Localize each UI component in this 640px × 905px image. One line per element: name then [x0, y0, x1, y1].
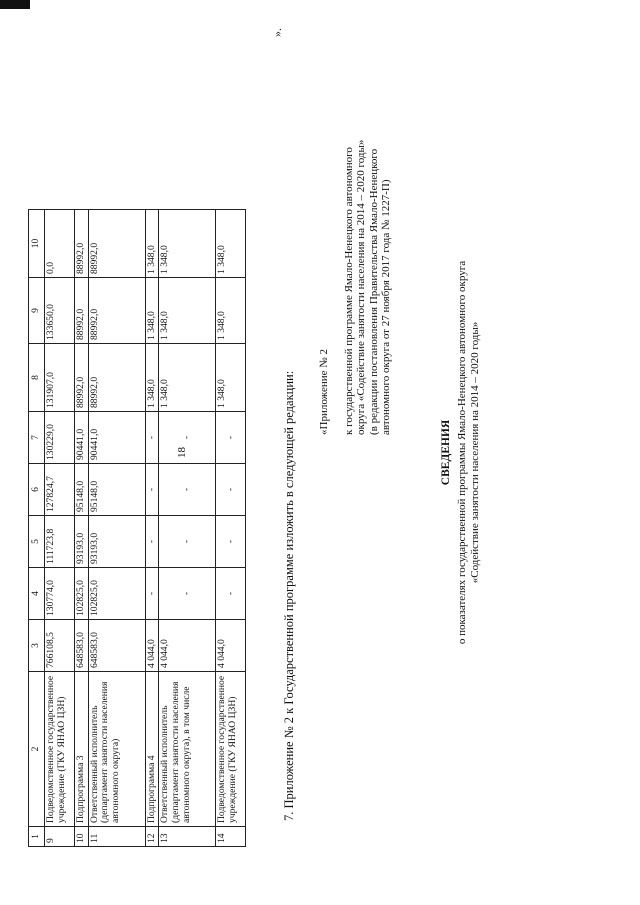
header-cell: 6 [29, 464, 45, 516]
row-number: 12 [145, 827, 159, 847]
value-cell: 1 348,0 [145, 278, 159, 344]
value-cell: 766108,5 [45, 620, 75, 672]
value-cell: - [145, 412, 159, 464]
section-heading: СВЕДЕНИЯ [440, 419, 452, 486]
header-cell: 10 [29, 210, 45, 278]
value-cell: 1 348,0 [159, 344, 216, 412]
section-subheading: «Содействие занятости населения на 2014 – 2020 годы» [469, 321, 481, 584]
table-row [159, 210, 216, 847]
value-cell: 88992,0 [75, 344, 89, 412]
value-cell: 0,0 [45, 210, 75, 278]
row-name: Ответственный исполнитель (департамент занятости населения автономного округа) [88, 672, 145, 827]
value-cell: 88992,0 [75, 210, 89, 278]
row-name: Ответственный исполнитель (департамент занятости населения автономного округа), в том числе [159, 672, 216, 827]
row-number: 10 [75, 827, 89, 847]
closing-quote: ». [270, 28, 284, 37]
table-header-row [29, 210, 45, 847]
financing-table [28, 209, 246, 847]
value-cell: - [216, 464, 246, 516]
table-row [216, 210, 246, 847]
value-cell: 88992,0 [75, 278, 89, 344]
row-name: Подведомственное государственное учреждение (ГКУ ЯНАО ЦЗН) [216, 672, 246, 827]
value-cell: 130774,0 [45, 568, 75, 620]
value-cell: - [159, 464, 216, 516]
row-number: 11 [88, 827, 145, 847]
value-cell: 95148,0 [75, 464, 89, 516]
row-name: Подпрограмма 4 [145, 672, 159, 827]
appendix-edition: (в редакции постановления Правительства Ямало-Ненецкого автономного округа от 27 ноября 2017 года № 1227-П) [367, 148, 393, 435]
value-cell: 111723,8 [45, 516, 75, 568]
value-cell: - [145, 568, 159, 620]
header-cell: 1 [29, 827, 45, 847]
header-cell: 5 [29, 516, 45, 568]
value-cell: - [145, 464, 159, 516]
value-cell: 93193,0 [88, 516, 145, 568]
value-cell: 88992,0 [88, 278, 145, 344]
value-cell: 133650,0 [45, 278, 75, 344]
row-name: Подпрограмма 3 [75, 672, 89, 827]
value-cell: - [159, 516, 216, 568]
value-cell: 88992,0 [88, 344, 145, 412]
value-cell: 102825,0 [75, 568, 89, 620]
paragraph-7: 7. Приложение № 2 к Государственной программе изложить в следующей редакции: [282, 370, 296, 821]
value-cell: 1 348,0 [216, 278, 246, 344]
value-cell: 93193,0 [75, 516, 89, 568]
value-cell: 4 044,0 [159, 620, 216, 672]
row-number: 14 [216, 827, 246, 847]
header-cell: 4 [29, 568, 45, 620]
value-cell: 95148,0 [88, 464, 145, 516]
value-cell: - [159, 568, 216, 620]
value-cell: 648583,0 [88, 620, 145, 672]
value-cell: 1 348,0 [159, 278, 216, 344]
header-cell: 2 [29, 672, 45, 827]
page-number: 18 [176, 447, 188, 458]
header-cell: 9 [29, 278, 45, 344]
value-cell: - [216, 568, 246, 620]
value-cell: 648583,0 [75, 620, 89, 672]
value-cell: - [145, 516, 159, 568]
value-cell: 102825,0 [88, 568, 145, 620]
value-cell: 88992,0 [88, 210, 145, 278]
value-cell: - [216, 412, 246, 464]
value-cell: 1 348,0 [145, 344, 159, 412]
header-cell: 8 [29, 344, 45, 412]
table-row [145, 210, 159, 847]
value-cell: 1 348,0 [145, 210, 159, 278]
value-cell: 1 348,0 [159, 210, 216, 278]
row-number: 9 [45, 827, 75, 847]
header-cell: 7 [29, 412, 45, 464]
row-name: Подведомственное государственное учреждение (ГКУ ЯНАО ЦЗН) [45, 672, 75, 827]
appendix-text: к государственной программе Ямало-Ненецкого автономного округа «Содействие занятости населения на 2014 – 2020 годы» [342, 139, 368, 435]
table-row [75, 210, 89, 847]
value-cell: - [159, 412, 216, 464]
value-cell: 90441,0 [75, 412, 89, 464]
value-cell: 127824,7 [45, 464, 75, 516]
appendix-title: «Приложение № 2 [318, 348, 330, 435]
value-cell: - [216, 516, 246, 568]
value-cell: 130229,0 [45, 412, 75, 464]
row-number: 13 [159, 827, 216, 847]
value-cell: 90441,0 [88, 412, 145, 464]
table-row [45, 210, 75, 847]
header-cell: 3 [29, 620, 45, 672]
value-cell: 4 044,0 [145, 620, 159, 672]
value-cell: 131907,0 [45, 344, 75, 412]
value-cell: 1 348,0 [216, 210, 246, 278]
value-cell: 4 044,0 [216, 620, 246, 672]
section-subheading: о показателях государственной программы Ямало-Ненецкого автономного округа [456, 260, 468, 645]
appendix-block [318, 135, 393, 435]
value-cell: 1 348,0 [216, 344, 246, 412]
table-row [88, 210, 145, 847]
